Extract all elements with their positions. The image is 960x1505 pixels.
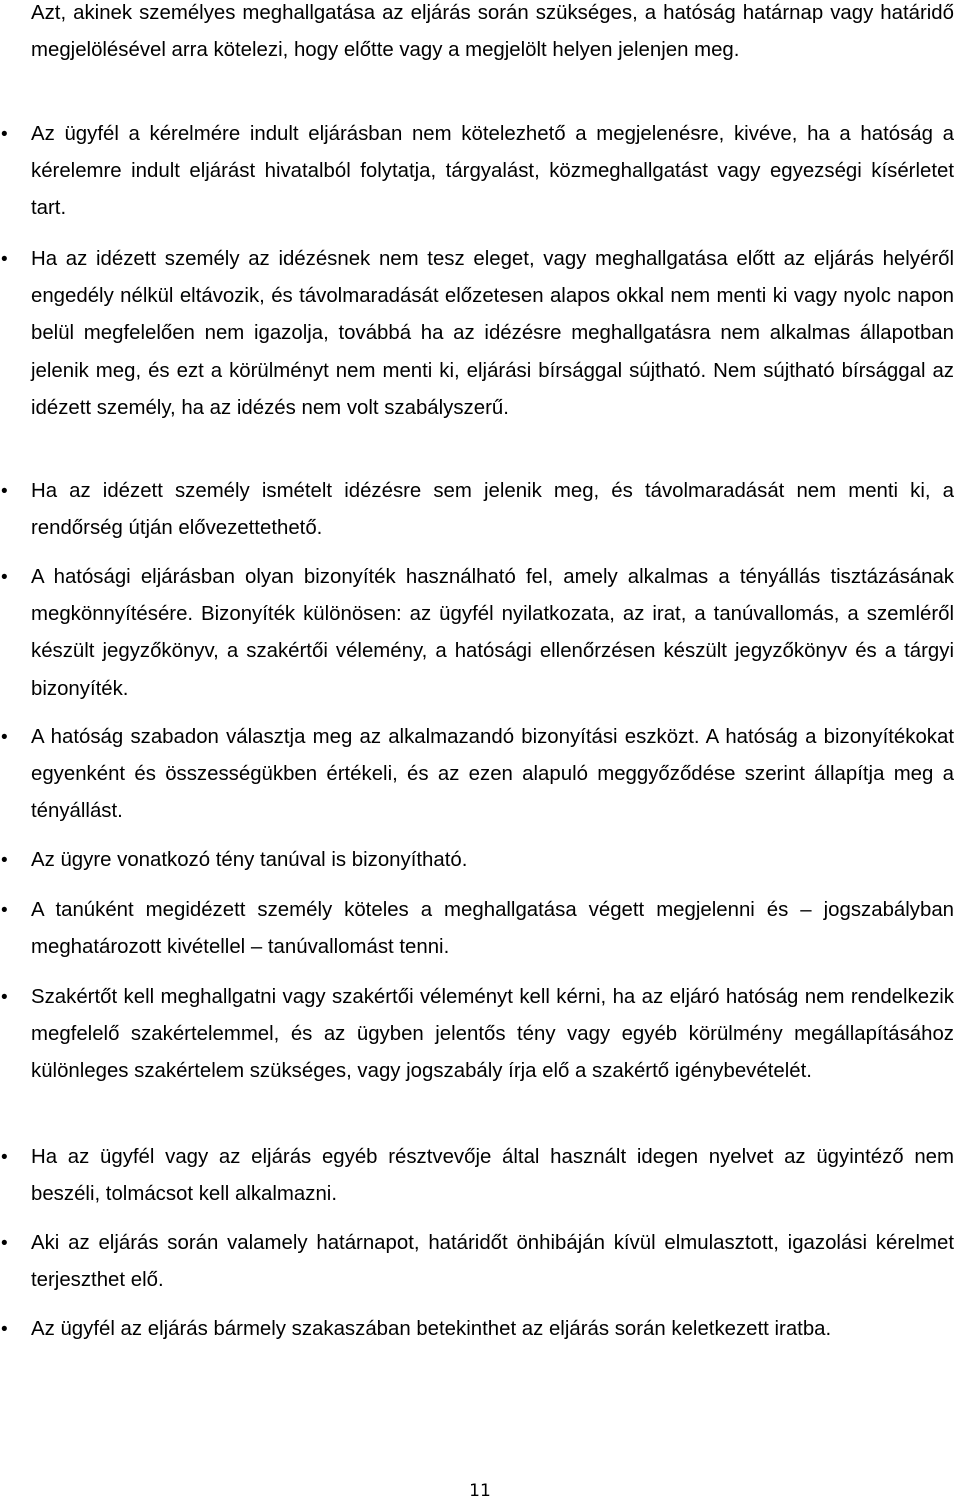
list-item-text: A hatóság szabadon választja meg az alkalmazandó bizonyítási eszközt. A hatóság a bizonyítékokat egyenként és összességükben értékeli, és az ezen alapuló meggyőződése szerint állapítja meg a tényállást. [31, 726, 954, 823]
page-number: 11 [469, 1481, 491, 1501]
list-item-text: A tanúként megidézett személy köteles a meghallgatása végett megjelenni és – jogszabályban meghatározott kivétellel – tanúvallomást tenni. [31, 899, 954, 959]
bullet-marker: • [1, 727, 8, 748]
bullet-marker: • [1, 1233, 8, 1254]
list-item-text: Ha az ügyfél vagy az eljárás egyéb résztvevője által használt idegen nyelvet az ügyintéző nem beszéli, tolmácsot kell alkalmazni. [31, 1146, 954, 1206]
list-item-text: Ha az idézett személy az idézésnek nem tesz eleget, vagy meghallgatása előtt az eljárás helyéről engedély nélkül eltávozik, és távolmaradását előzetesen alapos okkal nem menti ki vagy nyolc napon belül megfelelően nem igazolja, továbbá ha az idézésre meghallgatásra nem alkalmas állapotban jelenik meg, és ezt a körülményt nem menti ki, eljárási bírsággal sújtható. Nem sújtható bírsággal az idézett személy, ha az idézés nem volt szabályszerű. [31, 248, 954, 419]
list-item-text: A hatósági eljárásban olyan bizonyíték használható fel, amely alkalmas a tényállás tisztázásának megkönnyítésére. Bizonyíték különösen: az ügyfél nyilatkozata, az irat, a tanúvallomás, a szemléről készült jegyzőkönyv, a szakértői vélemény, a hatósági ellenőrzésen készült jegyzőkönyv és a tárgyi bizonyíték. [31, 566, 954, 700]
bullet-marker: • [1, 481, 8, 502]
bullet-marker: • [1, 987, 8, 1008]
bullet-marker: • [1, 1319, 8, 1340]
bullet-marker: • [1, 850, 8, 871]
list-item-text: Azt, akinek személyes meghallgatása az eljárás során szükséges, a hatóság határnap vagy határidő megjelölésével arra kötelezi, hogy előtte vagy a megjelölt helyen jelenjen meg. [31, 2, 954, 62]
bullet-marker: • [1, 1147, 8, 1168]
list-item-text: Az ügyfél a kérelmére indult eljárásban nem kötelezhető a megjelenésre, kivéve, ha a hatóság a kérelemre indult eljárást hivatalból folytatja, tárgyalást, közmeghallgatást vagy egyezségi kísérletet tart. [31, 123, 954, 220]
list-item-text: Aki az eljárás során valamely határnapot, határidőt önhibáján kívül elmulasztott, igazolási kérelmet terjeszthet elő. [31, 1232, 954, 1292]
bullet-marker: • [1, 900, 8, 921]
bullet-marker: • [1, 567, 8, 588]
bullet-marker: • [1, 249, 8, 270]
bullet-marker: • [1, 124, 8, 145]
list-item-text: Az ügyfél az eljárás bármely szakaszában betekinthet az eljárás során keletkezett iratba. [31, 1318, 832, 1340]
list-item-text: Az ügyre vonatkozó tény tanúval is bizonyítható. [31, 849, 468, 871]
list-item-text: Ha az idézett személy ismételt idézésre sem jelenik meg, és távolmaradását nem menti ki, a rendőrség útján elővezettethető. [31, 480, 954, 540]
list-item-text: Szakértőt kell meghallgatni vagy szakértői véleményt kell kérni, ha az eljáró hatóság nem rendelkezik megfelelő szakértelemmel, és az ügyben jelentős tény vagy egyéb körülmény megállapításához különleges szakértelem szükséges, vagy jogszabály írja elő a szakértő igénybevételét. [31, 986, 954, 1083]
